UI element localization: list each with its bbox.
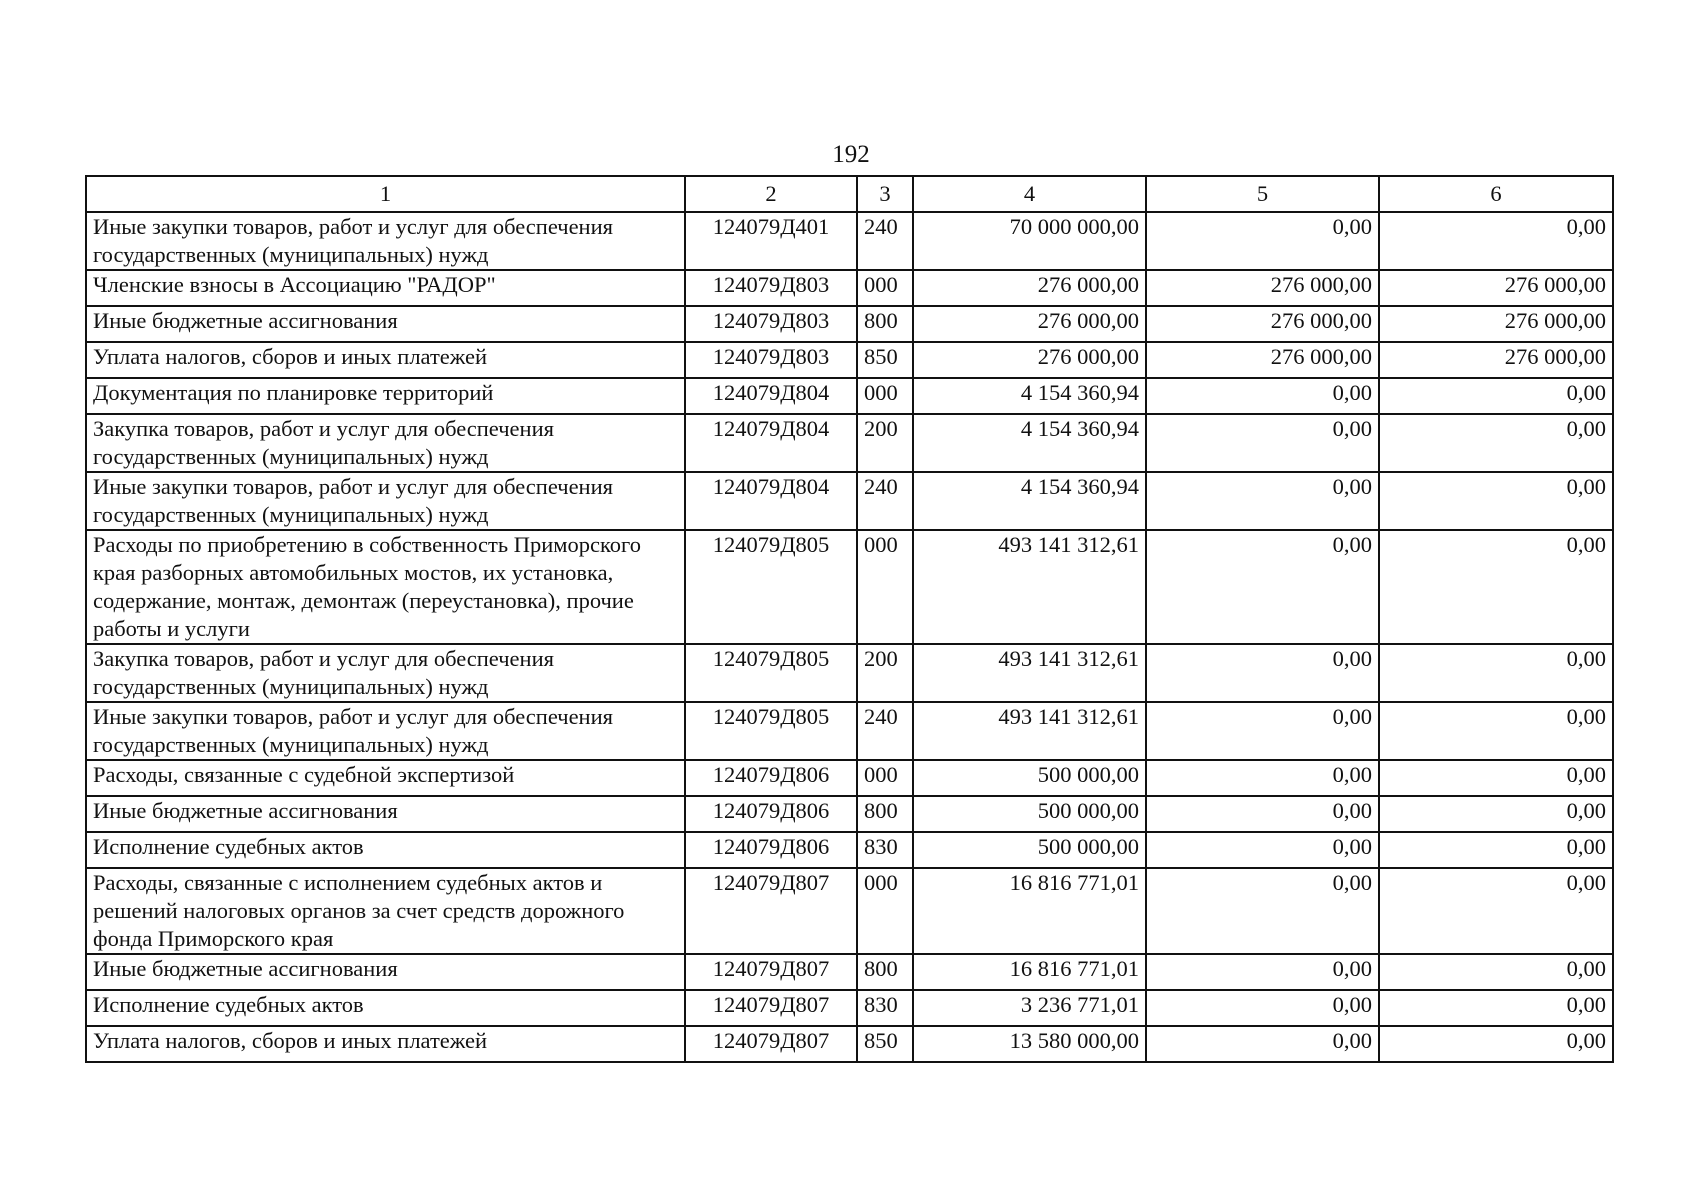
table-row <box>86 702 1613 760</box>
row-code: 124079Д807 <box>685 954 857 990</box>
row-code: 124079Д807 <box>685 868 857 954</box>
table-row <box>86 832 1613 868</box>
row-value-5: 0,00 <box>1146 832 1379 868</box>
row-value-6: 0,00 <box>1379 644 1613 702</box>
row-kvr: 850 <box>857 342 913 378</box>
row-name: Членские взносы в Ассоциацию "РАДОР" <box>86 270 685 306</box>
row-value-4: 4 154 360,94 <box>913 414 1146 472</box>
row-code: 124079Д806 <box>685 796 857 832</box>
row-value-6: 0,00 <box>1379 832 1613 868</box>
row-value-4: 13 580 000,00 <box>913 1026 1146 1062</box>
row-value-6: 0,00 <box>1379 530 1613 644</box>
table-row <box>86 378 1613 414</box>
table-row <box>86 530 1613 644</box>
row-kvr: 240 <box>857 472 913 530</box>
row-kvr: 200 <box>857 644 913 702</box>
row-name: Расходы, связанные с судебной экспертизой <box>86 760 685 796</box>
row-name: Уплата налогов, сборов и иных платежей <box>86 1026 685 1062</box>
row-kvr: 800 <box>857 796 913 832</box>
row-code: 124079Д807 <box>685 990 857 1026</box>
row-value-6: 0,00 <box>1379 414 1613 472</box>
row-name: Иные закупки товаров, работ и услуг для обеспечения государственных (муниципальных) нужд <box>86 212 685 270</box>
table-row <box>86 306 1613 342</box>
row-value-6: 0,00 <box>1379 472 1613 530</box>
row-kvr: 000 <box>857 868 913 954</box>
row-code: 124079Д803 <box>685 306 857 342</box>
row-value-5: 0,00 <box>1146 414 1379 472</box>
row-value-5: 276 000,00 <box>1146 342 1379 378</box>
row-kvr: 000 <box>857 378 913 414</box>
row-value-6: 0,00 <box>1379 760 1613 796</box>
row-value-5: 0,00 <box>1146 868 1379 954</box>
row-code: 124079Д804 <box>685 472 857 530</box>
row-value-4: 3 236 771,01 <box>913 990 1146 1026</box>
row-code: 124079Д805 <box>685 644 857 702</box>
row-value-4: 70 000 000,00 <box>913 212 1146 270</box>
row-value-6: 276 000,00 <box>1379 306 1613 342</box>
row-value-5: 0,00 <box>1146 796 1379 832</box>
row-value-4: 493 141 312,61 <box>913 702 1146 760</box>
table-row <box>86 212 1613 270</box>
row-kvr: 200 <box>857 414 913 472</box>
row-value-6: 0,00 <box>1379 990 1613 1026</box>
row-value-6: 276 000,00 <box>1379 342 1613 378</box>
row-value-5: 276 000,00 <box>1146 270 1379 306</box>
row-value-5: 0,00 <box>1146 954 1379 990</box>
row-value-4: 16 816 771,01 <box>913 868 1146 954</box>
row-value-6: 0,00 <box>1379 212 1613 270</box>
row-kvr: 830 <box>857 990 913 1026</box>
row-name: Закупка товаров, работ и услуг для обеспечения государственных (муниципальных) нужд <box>86 414 685 472</box>
row-kvr: 000 <box>857 530 913 644</box>
table-row <box>86 342 1613 378</box>
row-value-6: 0,00 <box>1379 1026 1613 1062</box>
table-row <box>86 954 1613 990</box>
row-code: 124079Д804 <box>685 378 857 414</box>
table-header-row <box>86 176 1613 212</box>
column-header-4: 4 <box>913 176 1146 212</box>
row-value-6: 0,00 <box>1379 954 1613 990</box>
row-value-4: 4 154 360,94 <box>913 472 1146 530</box>
table-row <box>86 472 1613 530</box>
table-row <box>86 414 1613 472</box>
row-code: 124079Д805 <box>685 702 857 760</box>
row-code: 124079Д804 <box>685 414 857 472</box>
row-code: 124079Д806 <box>685 760 857 796</box>
row-value-4: 16 816 771,01 <box>913 954 1146 990</box>
row-value-5: 0,00 <box>1146 212 1379 270</box>
row-kvr: 800 <box>857 306 913 342</box>
row-value-5: 0,00 <box>1146 760 1379 796</box>
table-row <box>86 760 1613 796</box>
row-kvr: 830 <box>857 832 913 868</box>
row-value-5: 0,00 <box>1146 990 1379 1026</box>
row-value-5: 0,00 <box>1146 1026 1379 1062</box>
row-code: 124079Д803 <box>685 270 857 306</box>
row-kvr: 000 <box>857 270 913 306</box>
row-name: Иные бюджетные ассигнования <box>86 954 685 990</box>
row-name: Документация по планировке территорий <box>86 378 685 414</box>
row-value-4: 276 000,00 <box>913 342 1146 378</box>
row-value-6: 0,00 <box>1379 702 1613 760</box>
row-name: Исполнение судебных актов <box>86 990 685 1026</box>
row-value-4: 493 141 312,61 <box>913 644 1146 702</box>
row-value-6: 0,00 <box>1379 378 1613 414</box>
row-name: Исполнение судебных актов <box>86 832 685 868</box>
column-header-6: 6 <box>1379 176 1613 212</box>
column-header-2: 2 <box>685 176 857 212</box>
row-value-4: 276 000,00 <box>913 306 1146 342</box>
row-kvr: 240 <box>857 212 913 270</box>
column-header-3: 3 <box>857 176 913 212</box>
table-row <box>86 644 1613 702</box>
row-value-4: 493 141 312,61 <box>913 530 1146 644</box>
budget-table <box>85 175 1614 1063</box>
row-value-5: 0,00 <box>1146 530 1379 644</box>
row-kvr: 800 <box>857 954 913 990</box>
row-value-5: 0,00 <box>1146 472 1379 530</box>
table-row <box>86 270 1613 306</box>
row-code: 124079Д401 <box>685 212 857 270</box>
row-value-6: 0,00 <box>1379 868 1613 954</box>
row-value-4: 500 000,00 <box>913 796 1146 832</box>
row-value-6: 276 000,00 <box>1379 270 1613 306</box>
row-name: Иные бюджетные ассигнования <box>86 306 685 342</box>
row-kvr: 850 <box>857 1026 913 1062</box>
row-name: Расходы, связанные с исполнением судебных актов и решений налоговых органов за счет средств дорожного фонда Приморского края <box>86 868 685 954</box>
row-name: Расходы по приобретению в собственность Приморского края разборных автомобильных мостов, их установка, содержание, монтаж, демонтаж (переустановка), прочие работы и услуги <box>86 530 685 644</box>
row-name: Иные закупки товаров, работ и услуг для обеспечения государственных (муниципальных) нужд <box>86 472 685 530</box>
row-code: 124079Д805 <box>685 530 857 644</box>
row-name: Закупка товаров, работ и услуг для обеспечения государственных (муниципальных) нужд <box>86 644 685 702</box>
row-code: 124079Д803 <box>685 342 857 378</box>
row-code: 124079Д806 <box>685 832 857 868</box>
row-value-5: 276 000,00 <box>1146 306 1379 342</box>
row-name: Иные бюджетные ассигнования <box>86 796 685 832</box>
row-value-6: 0,00 <box>1379 796 1613 832</box>
table-row <box>86 1026 1613 1062</box>
row-value-4: 4 154 360,94 <box>913 378 1146 414</box>
row-code: 124079Д807 <box>685 1026 857 1062</box>
row-value-5: 0,00 <box>1146 378 1379 414</box>
page-number: 192 <box>832 141 870 168</box>
row-name: Иные закупки товаров, работ и услуг для обеспечения государственных (муниципальных) нужд <box>86 702 685 760</box>
row-value-5: 0,00 <box>1146 702 1379 760</box>
table-row <box>86 990 1613 1026</box>
row-value-4: 500 000,00 <box>913 832 1146 868</box>
row-name: Уплата налогов, сборов и иных платежей <box>86 342 685 378</box>
table-row <box>86 868 1613 954</box>
row-kvr: 000 <box>857 760 913 796</box>
row-value-4: 500 000,00 <box>913 760 1146 796</box>
column-header-1: 1 <box>86 176 685 212</box>
row-value-4: 276 000,00 <box>913 270 1146 306</box>
row-value-5: 0,00 <box>1146 644 1379 702</box>
column-header-5: 5 <box>1146 176 1379 212</box>
table-row <box>86 796 1613 832</box>
row-kvr: 240 <box>857 702 913 760</box>
